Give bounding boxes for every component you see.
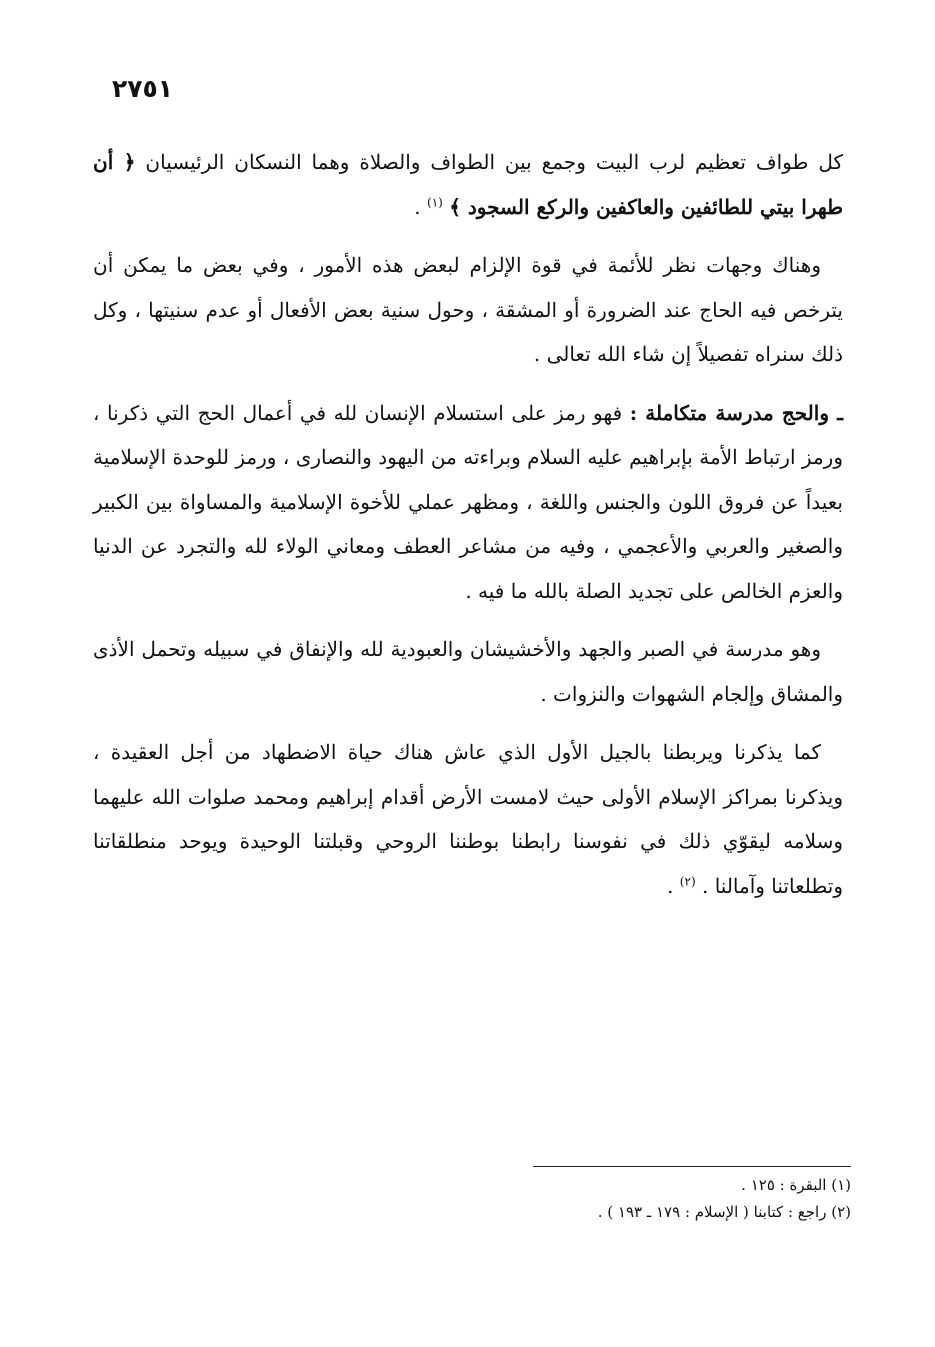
paragraph-first-generation — [93, 730, 843, 908]
quran-quote: ﴿ أن طهرا بيتي للطائفين والعاكفين والركع السجود ﴾ — [93, 150, 843, 219]
page-number: ٢٧٥١ — [111, 74, 173, 103]
footnote-2: (٢) راجع : كتابنا ( الإسلام : ١٧٩ ـ ١٩٣ ) . — [597, 1203, 851, 1221]
footnote-ref-2[interactable]: (٢) — [679, 873, 696, 888]
paragraph-text: وهناك وجهات نظر للأئمة في قوة الإلزام لبعض هذه الأمور ، وفي بعض ما يمكن أن يترخص فيه الحاج عند الضرورة أو المشقة ، وحول سنية بعض الأفعال أو عدم سنيتها ، وكل ذلك سنراه تفصيلاً إن شاء الله تعالى . — [93, 253, 843, 366]
paragraph-patience — [93, 627, 843, 716]
paragraph-integrated-school — [93, 391, 843, 614]
paragraph-text: فهو رمز على استسلام الإنسان لله في أعمال الحج التي ذكرنا ، ورمز ارتباط الأمة بإبراهيم عليه السلام وبراءته من اليهود والنصارى ، ورمز للوحدة الإسلامية بعيداً عن فروق اللون والجنس واللغة ، ومظهر عملي للأخوة الإسلامية والمساواة بين الكبير والصغير والعربي والأعجمي ، وفيه من مشاعر العطف ومعاني الولاء لله والتجرد عن الدنيا والعزم الخالص على تجديد الصلة بالله ما فيه . — [93, 400, 844, 603]
paragraph-viewpoints — [93, 243, 843, 377]
paragraph-text: . — [414, 194, 428, 219]
paragraph-text: وهو مدرسة في الصبر والجهد والأخشيشان والعبودية لله والإنفاق في سبيله وتحمل الأذى والمشاق وإلجام الشهوات والنزوات . — [93, 637, 843, 706]
footnote-ref-1[interactable]: (١) — [427, 194, 443, 209]
body-text — [93, 140, 843, 908]
footnote-divider — [533, 1166, 851, 1167]
section-heading: ـ والحج مدرسة متكاملة : — [629, 400, 843, 425]
paragraph-text: . — [667, 873, 680, 898]
footnotes — [471, 1172, 851, 1226]
paragraph-text: كل طواف تعظيم لرب البيت وجمع بين الطواف والصلاة وهما النسكان الرئيسيان — [135, 150, 843, 174]
paragraph-text: كما يذكرنا ويربطنا بالجيل الأول الذي عاش هناك حياة الاضطهاد من أجل العقيدة ، ويذكرنا بمراكز الإسلام الأولى حيث لامست الأرض أقدام إبراهيم ومحمد صلوات الله عليهما وسلامه ليقوّي ذلك في نفوسنا رابطنا بوطننا الروحي وقبلتنا الوحيدة ويوحد منطلقاتنا وتطلعاتنا وآمالنا . — [93, 740, 843, 898]
paragraph-tawaf — [93, 140, 843, 229]
footnote-1: (١) البقرة : ١٢٥ . — [741, 1176, 851, 1194]
